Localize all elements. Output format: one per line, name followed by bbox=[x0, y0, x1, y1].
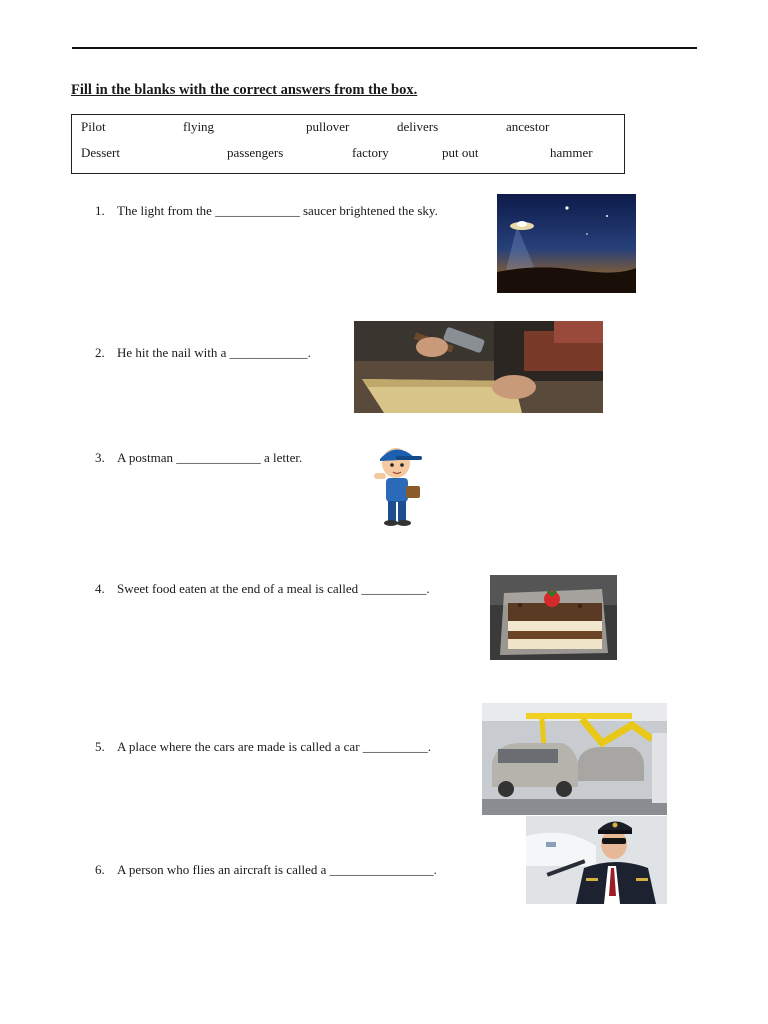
question-3 bbox=[95, 450, 302, 466]
question-text: A place where the cars are made is called a car __________. bbox=[117, 739, 432, 754]
cake-dessert-photo bbox=[490, 575, 617, 660]
question-2 bbox=[95, 345, 311, 361]
word-item: Dessert bbox=[81, 145, 120, 160]
word-item: pullover bbox=[306, 119, 350, 134]
question-number: 3. bbox=[95, 450, 105, 465]
pilot-photo bbox=[526, 816, 667, 904]
instruction-heading: Fill in the blanks with the correct answers from the box. bbox=[71, 82, 418, 98]
question-4 bbox=[95, 581, 430, 597]
word-item: ancestor bbox=[506, 119, 550, 134]
hammer-nail-wood-photo bbox=[354, 321, 603, 413]
word-item: passengers bbox=[227, 145, 284, 160]
question-text: A postman _____________ a letter. bbox=[117, 450, 303, 465]
word-item: flying bbox=[183, 119, 215, 134]
word-item: delivers bbox=[397, 119, 439, 134]
question-text: Sweet food eaten at the end of a meal is called __________. bbox=[117, 581, 430, 596]
question-number: 4. bbox=[95, 581, 105, 596]
question-6 bbox=[95, 862, 437, 878]
question-text: The light from the _____________ saucer brightened the sky. bbox=[117, 203, 438, 218]
word-item: factory bbox=[352, 145, 389, 160]
word-item: put out bbox=[442, 145, 479, 160]
top-rule bbox=[72, 47, 697, 49]
ufo-night-sky-photo bbox=[497, 194, 636, 293]
word-item: Pilot bbox=[81, 119, 106, 134]
car-factory-photo bbox=[482, 703, 667, 815]
question-text: A person who flies an aircraft is called a ________________. bbox=[117, 862, 437, 877]
question-number: 1. bbox=[95, 203, 105, 218]
word-item: hammer bbox=[550, 145, 593, 160]
question-number: 6. bbox=[95, 862, 105, 877]
question-5 bbox=[95, 739, 431, 755]
postman-cartoon bbox=[356, 441, 436, 529]
question-1 bbox=[95, 203, 438, 219]
question-number: 5. bbox=[95, 739, 105, 754]
question-number: 2. bbox=[95, 345, 105, 360]
word-box bbox=[71, 114, 625, 174]
question-text: He hit the nail with a ____________. bbox=[117, 345, 311, 360]
